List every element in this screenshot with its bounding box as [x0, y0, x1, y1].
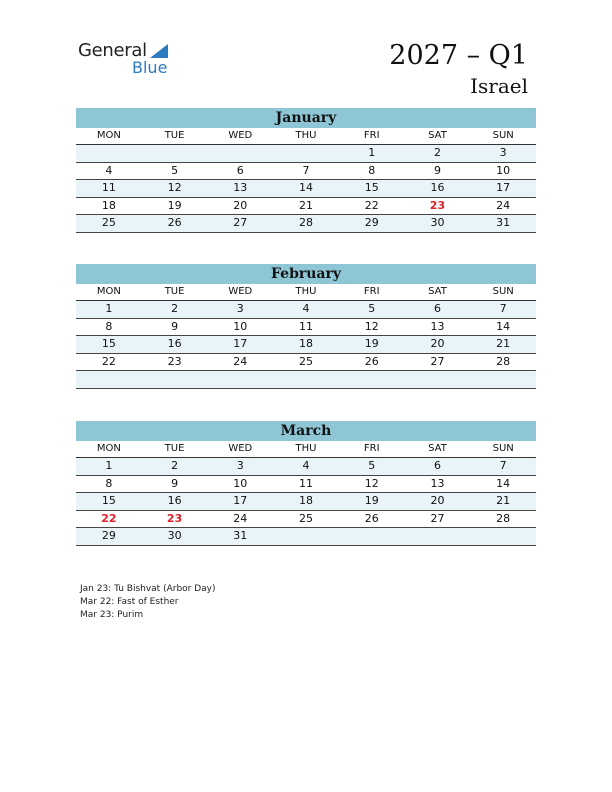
- week-row: [76, 336, 536, 354]
- day-cell: 10: [233, 476, 248, 490]
- weekday-header: [76, 284, 536, 301]
- day-cell: 10: [496, 163, 511, 177]
- day-cell: 4: [302, 302, 310, 315]
- day-cell: 18: [101, 198, 116, 212]
- day-cell: 4: [105, 163, 113, 177]
- day-cell: 8: [368, 163, 376, 177]
- week-row: [76, 371, 536, 389]
- week-row: [76, 511, 536, 529]
- weekday-label: SAT: [428, 130, 447, 141]
- day-cell: 18: [299, 337, 314, 350]
- day-cell: 17: [233, 494, 248, 507]
- day-cell: [273, 371, 339, 388]
- week-row: [76, 301, 536, 319]
- day-cell: 10: [233, 319, 248, 333]
- day-cell: 1: [368, 146, 376, 159]
- weekday-label: WED: [228, 286, 253, 297]
- weekday-label: MON: [96, 443, 121, 454]
- logo-blue-text: Blue: [132, 58, 168, 77]
- month-calendar-march: [76, 421, 536, 546]
- logo: [78, 40, 168, 77]
- day-cell: 28: [299, 216, 314, 229]
- day-cell: 15: [101, 494, 116, 507]
- weekday-label: MON: [96, 286, 121, 297]
- day-cell: 7: [499, 302, 507, 315]
- day-cell: [470, 528, 536, 545]
- day-cell: 23: [167, 354, 182, 368]
- day-cell: [339, 528, 405, 545]
- day-cell: 3: [236, 302, 244, 315]
- weekday-header: [76, 441, 536, 458]
- logo-triangle-icon: [150, 44, 168, 58]
- day-cell: [339, 371, 405, 388]
- day-cell: [207, 145, 273, 162]
- month-title: February: [76, 264, 536, 284]
- day-cell: 6: [433, 459, 441, 472]
- day-cell: 9: [433, 163, 441, 177]
- day-cell: 13: [430, 476, 445, 490]
- day-cell: [142, 371, 208, 388]
- day-cell: 28: [496, 354, 511, 368]
- week-row: [76, 354, 536, 372]
- day-cell: 24: [233, 511, 248, 525]
- day-cell: 14: [496, 476, 511, 490]
- day-cell: [470, 371, 536, 388]
- holiday-note: Jan 23: Tu Bishvat (Arbor Day): [80, 584, 216, 594]
- month-calendar-february: [76, 264, 536, 389]
- weekday-label: FRI: [363, 286, 380, 297]
- week-row: [76, 319, 536, 337]
- month-title: March: [76, 421, 536, 441]
- day-cell: 24: [233, 354, 248, 368]
- week-row: [76, 476, 536, 494]
- weekday-label: THU: [295, 130, 317, 141]
- weekday-label: THU: [295, 443, 317, 454]
- weekday-header: [76, 128, 536, 145]
- day-cell: 23: [166, 511, 183, 525]
- day-cell: 12: [364, 476, 379, 490]
- day-cell: 26: [364, 354, 379, 368]
- day-cell: [405, 528, 471, 545]
- country-name: Israel: [470, 74, 528, 98]
- day-cell: 19: [364, 337, 379, 350]
- weekday-label: FRI: [363, 130, 380, 141]
- day-cell: 2: [171, 459, 179, 472]
- weekday-label: MON: [96, 130, 121, 141]
- weekday-label: SUN: [492, 130, 514, 141]
- day-cell: 21: [496, 494, 511, 507]
- day-cell: 15: [364, 181, 379, 194]
- day-cell: 31: [233, 529, 248, 542]
- day-cell: 12: [364, 319, 379, 333]
- holiday-notes: [80, 583, 216, 622]
- weekday-label: SUN: [492, 443, 514, 454]
- day-cell: 1: [105, 459, 113, 472]
- weekday-label: TUE: [164, 286, 185, 297]
- week-row: [76, 528, 536, 546]
- day-cell: 26: [364, 511, 379, 525]
- week-row: [76, 163, 536, 181]
- week-row: [76, 493, 536, 511]
- day-cell: 17: [233, 337, 248, 350]
- day-cell: [142, 145, 208, 162]
- day-cell: 27: [233, 216, 248, 229]
- day-cell: 16: [167, 494, 182, 507]
- day-cell: 3: [499, 146, 507, 159]
- day-cell: 23: [429, 198, 446, 212]
- day-cell: [405, 371, 471, 388]
- day-cell: 30: [167, 529, 182, 542]
- day-cell: 11: [299, 319, 314, 333]
- week-row: [76, 198, 536, 216]
- day-cell: 20: [233, 198, 248, 212]
- day-cell: 1: [105, 302, 113, 315]
- day-cell: 22: [364, 198, 379, 212]
- day-cell: 13: [430, 319, 445, 333]
- holiday-note: Mar 23: Purim: [80, 610, 144, 620]
- day-cell: 22: [101, 354, 116, 368]
- weekday-label: SUN: [492, 286, 514, 297]
- day-cell: 7: [499, 459, 507, 472]
- day-cell: 27: [430, 511, 445, 525]
- day-cell: 29: [364, 216, 379, 229]
- day-cell: [207, 371, 273, 388]
- day-cell: 11: [299, 476, 314, 490]
- month-calendar-january: [76, 108, 536, 233]
- day-cell: 27: [430, 354, 445, 368]
- day-cell: 18: [299, 494, 314, 507]
- page-title: 2027 – Q1: [389, 40, 528, 71]
- day-cell: 15: [101, 337, 116, 350]
- weekday-label: WED: [228, 130, 253, 141]
- day-cell: 6: [236, 163, 244, 177]
- day-cell: 13: [233, 181, 248, 194]
- day-cell: 25: [299, 354, 314, 368]
- day-cell: 25: [101, 216, 116, 229]
- day-cell: 5: [368, 459, 376, 472]
- day-cell: 31: [496, 216, 511, 229]
- day-cell: 28: [496, 511, 511, 525]
- day-cell: 20: [430, 494, 445, 507]
- logo-general-text: General: [78, 40, 147, 61]
- day-cell: 17: [496, 181, 511, 194]
- day-cell: 8: [105, 476, 113, 490]
- weekday-label: FRI: [363, 443, 380, 454]
- day-cell: 12: [167, 181, 182, 194]
- day-cell: 8: [105, 319, 113, 333]
- day-cell: 30: [430, 216, 445, 229]
- day-cell: [273, 528, 339, 545]
- day-cell: 20: [430, 337, 445, 350]
- day-cell: 14: [299, 181, 314, 194]
- week-row: [76, 145, 536, 163]
- month-title: January: [76, 108, 536, 128]
- weekday-label: SAT: [428, 443, 447, 454]
- week-row: [76, 458, 536, 476]
- day-cell: 29: [101, 529, 116, 542]
- day-cell: [273, 145, 339, 162]
- day-cell: 21: [496, 337, 511, 350]
- weekday-label: TUE: [164, 443, 185, 454]
- holiday-note: Mar 22: Fast of Esther: [80, 597, 179, 607]
- day-cell: 16: [167, 337, 182, 350]
- day-cell: 4: [302, 459, 310, 472]
- day-cell: 11: [101, 181, 116, 194]
- day-cell: 2: [433, 146, 441, 159]
- day-cell: 25: [299, 511, 314, 525]
- weekday-label: THU: [295, 286, 317, 297]
- day-cell: 7: [302, 163, 310, 177]
- day-cell: 6: [433, 302, 441, 315]
- weekday-label: TUE: [164, 130, 185, 141]
- day-cell: 26: [167, 216, 182, 229]
- day-cell: 3: [236, 459, 244, 472]
- day-cell: 22: [101, 511, 117, 525]
- day-cell: 9: [171, 319, 179, 333]
- day-cell: 24: [496, 198, 511, 212]
- day-cell: 5: [368, 302, 376, 315]
- day-cell: 19: [167, 198, 182, 212]
- day-cell: 19: [364, 494, 379, 507]
- week-row: [76, 180, 536, 198]
- day-cell: 2: [171, 302, 179, 315]
- day-cell: [76, 371, 142, 388]
- day-cell: [76, 145, 142, 162]
- week-row: [76, 215, 536, 233]
- day-cell: 5: [171, 163, 179, 177]
- day-cell: 14: [496, 319, 511, 333]
- weekday-label: WED: [228, 443, 253, 454]
- day-cell: 21: [299, 198, 314, 212]
- day-cell: 16: [430, 181, 445, 194]
- weekday-label: SAT: [428, 286, 447, 297]
- day-cell: 9: [171, 476, 179, 490]
